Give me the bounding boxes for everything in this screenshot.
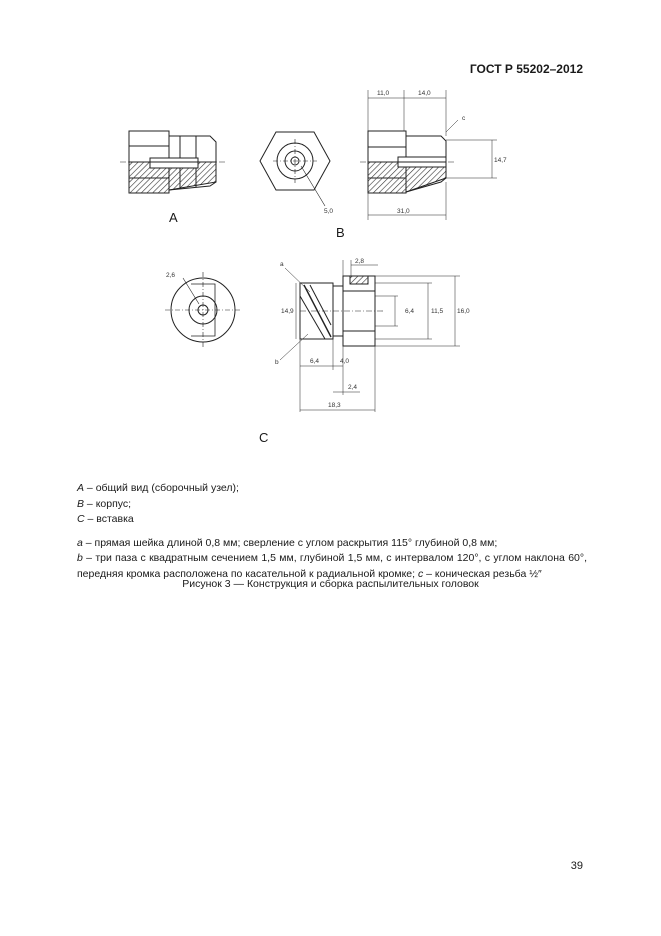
dim-b-right: 14,7 — [494, 157, 507, 164]
legend-item-c: C – вставка — [77, 513, 134, 525]
dim-c-circle: 2,6 — [166, 272, 176, 279]
page-number: 39 — [570, 860, 583, 872]
dim-b-top2: 14,0 — [418, 90, 431, 97]
dim-c-left: 14,9 — [281, 308, 294, 315]
technical-drawing — [0, 0, 661, 460]
view-b-body — [360, 90, 497, 220]
dim-b-hex: 5,0 — [324, 208, 334, 215]
view-label-a: A — [169, 210, 178, 225]
dim-c-a: a — [280, 261, 284, 268]
legend-item-b: B – корпус; — [77, 497, 132, 510]
dim-c-l1: 6,4 — [310, 358, 320, 365]
dim-c-l3: 2,4 — [348, 384, 358, 391]
legend-note-a: a – прямая шейка длиной 0,8 мм; сверление с углом раскрытия 115° глубиной 0,8 мм; — [77, 536, 498, 549]
dim-c-b: b — [275, 359, 279, 366]
dim-b-top1: 11,0 — [377, 90, 390, 97]
dim-b-c: c — [462, 115, 466, 122]
view-b-hex — [260, 132, 330, 206]
dim-c-l2: 4,0 — [340, 358, 350, 365]
dim-c-d3: 16,0 — [457, 308, 470, 315]
dim-c-total: 18,3 — [328, 402, 341, 409]
document-header: ГОСТ Р 55202–2012 — [469, 62, 583, 76]
figure-legend — [77, 481, 587, 582]
view-a-assembly — [120, 131, 225, 193]
dim-c-d2: 11,5 — [431, 308, 444, 315]
figure-caption: Рисунок 3 — Конструкция и сборка распылительных головок — [182, 578, 479, 590]
view-label-c: C — [259, 430, 269, 445]
dim-c-top: 2,8 — [355, 258, 365, 265]
dim-c-d1: 6,4 — [405, 308, 415, 315]
view-label-b: B — [336, 225, 345, 240]
legend-item-a: A – общий вид (сборочный узел); — [77, 482, 239, 494]
view-c-insert — [280, 260, 460, 412]
dim-b-bottom: 31,0 — [397, 208, 410, 215]
legend-note-b: b – три паза с квадратным сечением 1,5 мм, глубиной 1,5 мм, с интервалом 120°, с углом наклона 60°, передняя кромка расположена по касательной к радиальной кромке; c – коническая резьба ½″ — [77, 552, 587, 580]
view-c-circle — [165, 272, 241, 348]
